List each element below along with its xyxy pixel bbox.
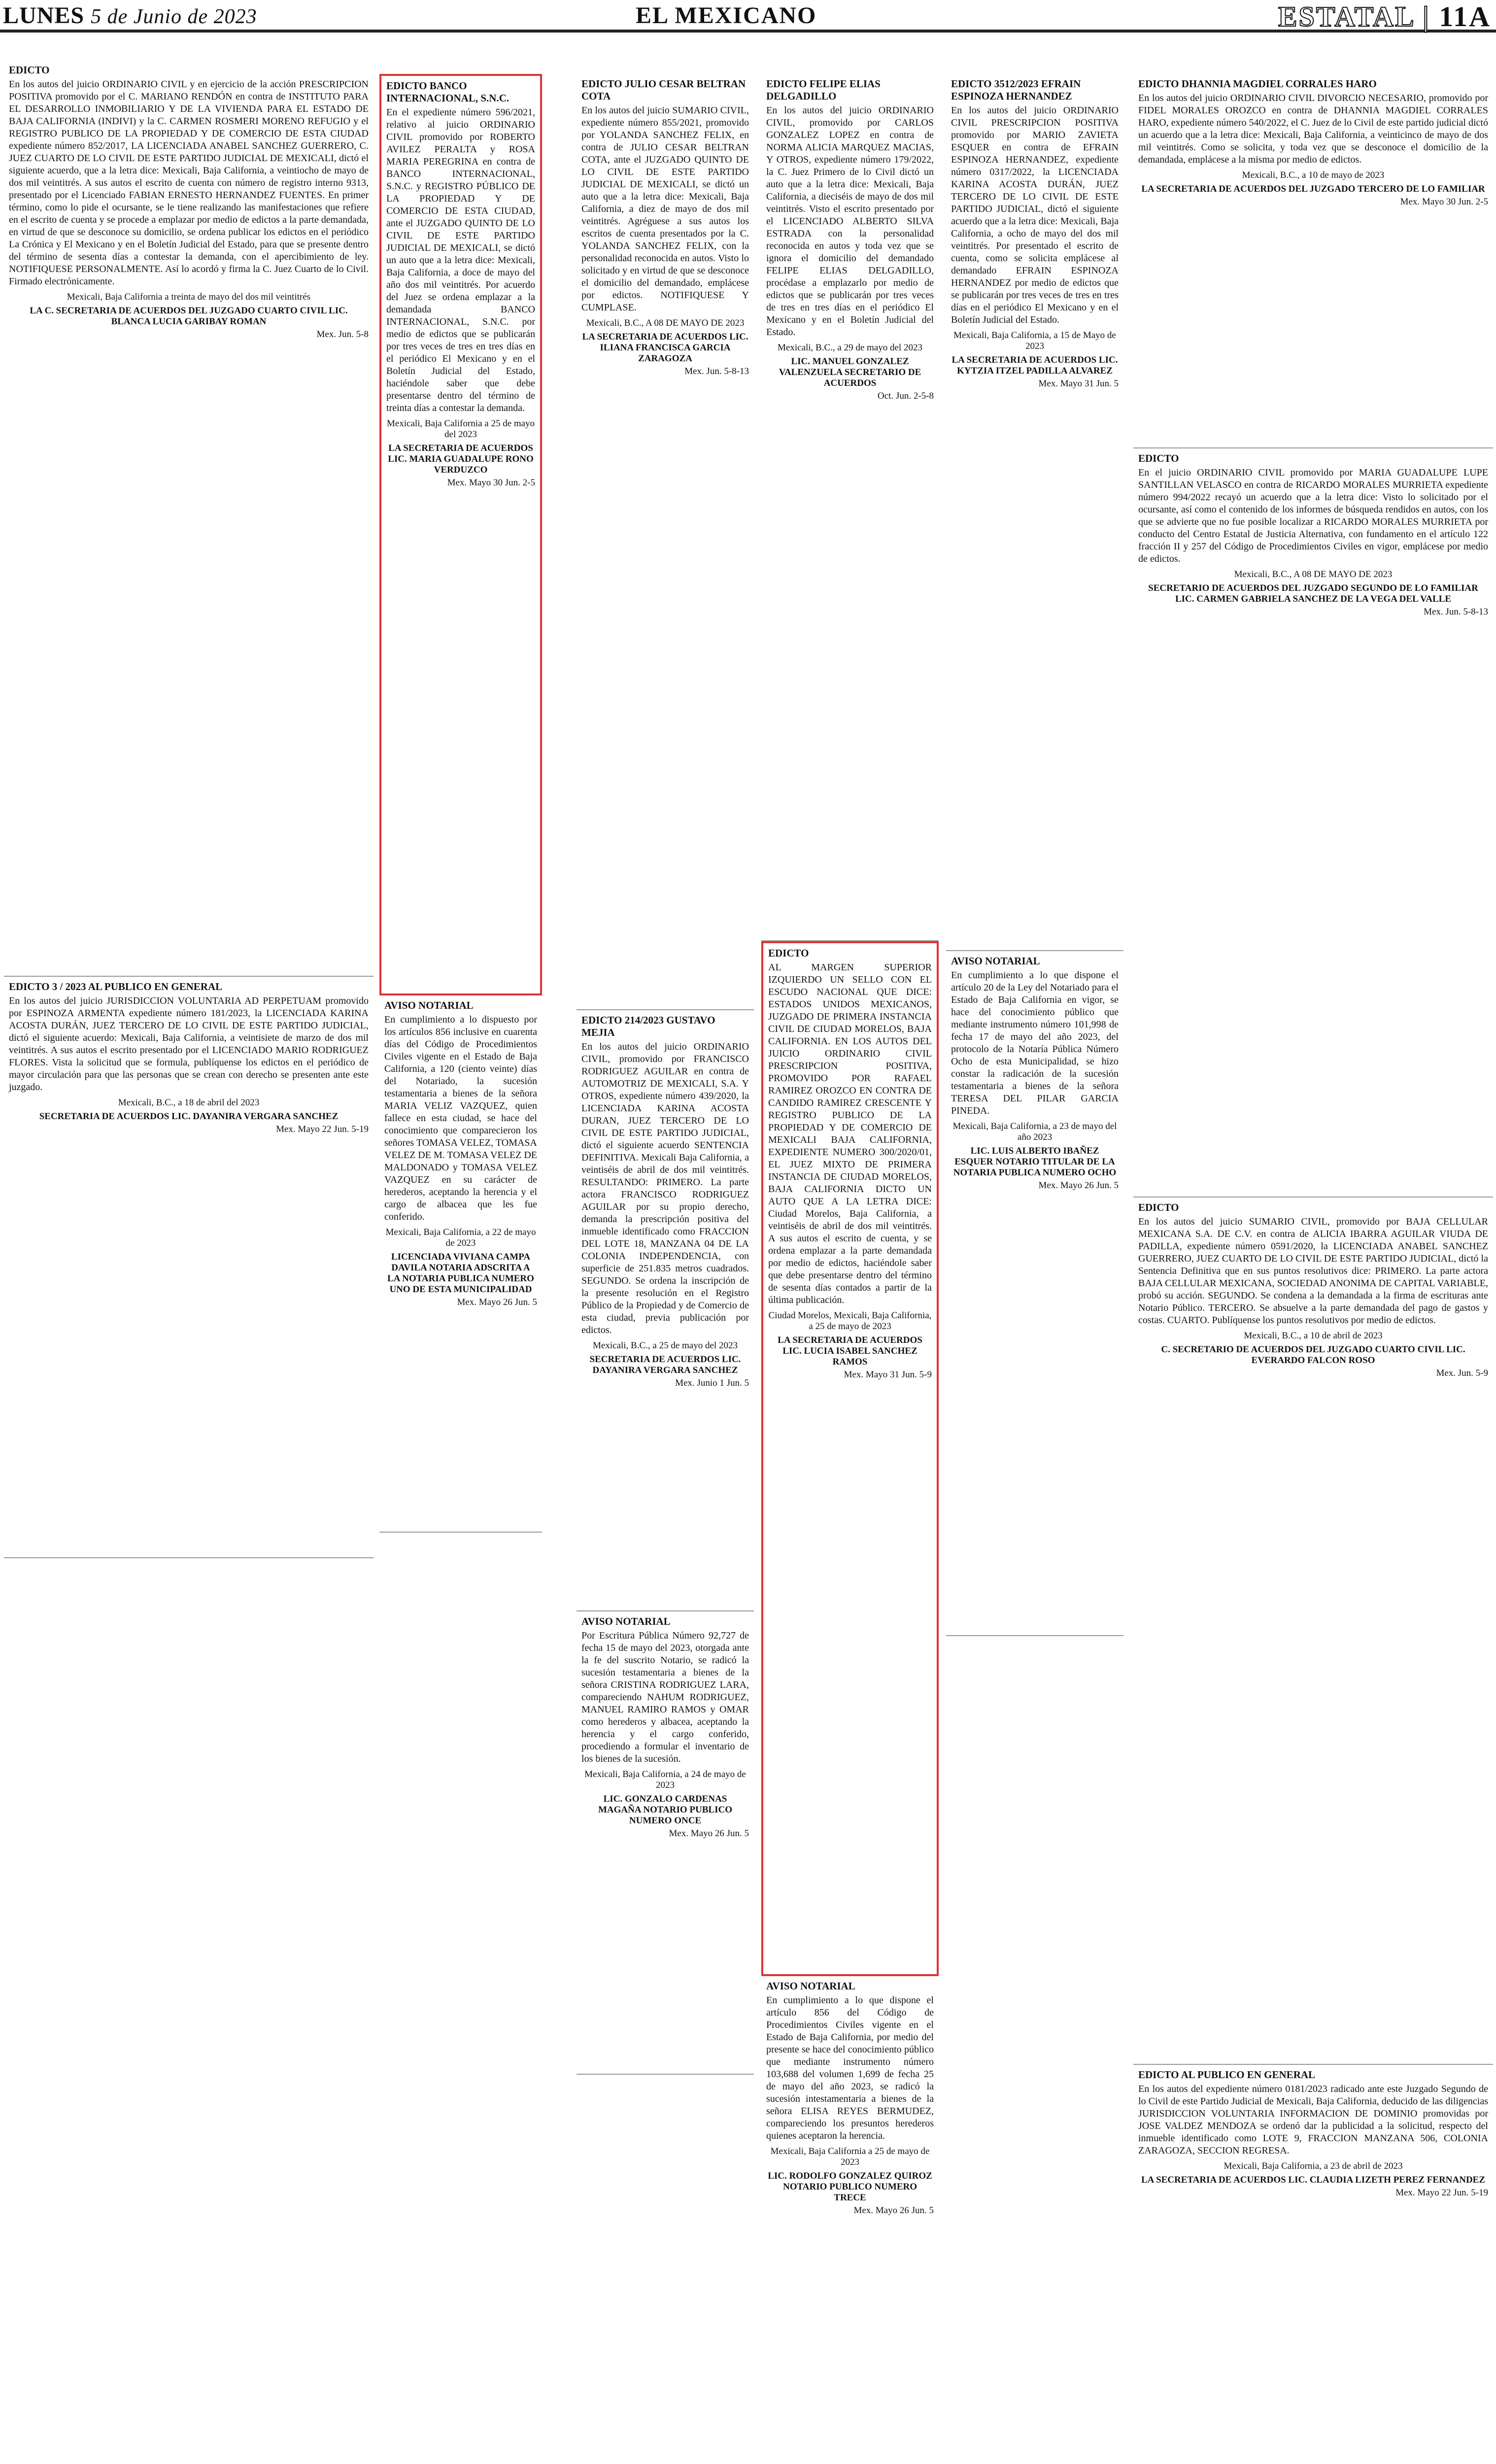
notice-place-date: Ciudad Morelos, Mexicali, Baja California, a 25 de mayo de 2023 xyxy=(768,1310,932,1332)
notice-title: AVISO NOTARIAL xyxy=(384,999,474,1011)
notice-title: EDICTO xyxy=(1138,452,1179,464)
notice-signatory: LICENCIADA VIVIANA CAMPA DAVILA NOTARIA ADSCRITA A LA NOTARIA PUBLICA NUMERO UNO DE ESTA MUNICIPALIDAD xyxy=(387,1252,534,1295)
notice-signatory: LA SECRETARIA DE ACUERDOS LIC. KYTZIA ITZEL PADILLA ALVAREZ xyxy=(952,355,1118,376)
legal-notice xyxy=(761,1976,939,2464)
notice-title: EDICTO 3512/2023 EFRAIN ESPINOZA HERNANDEZ xyxy=(951,78,1081,102)
column-5 xyxy=(946,74,1123,2464)
notice-body: En los autos del juicio ORDINARIO CIVIL DIVORCIO NECESARIO, promovido por FIDEL MORALES OROZCO en contra de DHANNIA MAGDIEL CORRALES HARO, expediente número 540/2022, el C. Juez de lo Civil de este partido judicial dictó un acuerdo que a la letra dice: Mexicali, Baja California, a veinticinco de mayo de dos mil veintitrés. Como se solicita, y toda vez que se desconoce el domicilio de la demandada, emplácese a la misma por medio de edictos. xyxy=(1138,93,1488,165)
notice-body: En los autos del juicio JURISDICCION VOLUNTARIA AD PERPETUAM promovido por ESPINOZA ARMENTA expediente número 181/2023, la LICENCIADA KARINA ACOSTA DURÁN, JUEZ TERCERO DE LO CIVIL DE ESTE PARTIDO JUDICIAL, dictó el siguiente acuerdo: Mexicali, Baja California, a veintisiete de marzo de dos mil veintitrés. A sus autos el escrito presentado por el LICENCIADO MARIO RODRIGUEZ FLORES. Vista la solicitud que se formula, publíquense los edictos en el periódico de mayor circulación para que las personas que se crean con derecho se presenten ante este juzgado. xyxy=(9,995,369,1093)
notice-title: EDICTO 214/2023 GUSTAVO MEJIA xyxy=(581,1014,715,1038)
notice-place-date: Mexicali, B.C., a 18 de abril del 2023 xyxy=(118,1097,260,1108)
legal-notice xyxy=(1133,1198,1493,2065)
notice-publication-ref: Mex. Mayo 26 Jun. 5 xyxy=(457,1297,537,1307)
legal-notice xyxy=(577,1010,754,1611)
notice-publication-ref: Mex. Mayo 30 Jun. 2-5 xyxy=(447,478,535,488)
legal-notice xyxy=(379,74,542,995)
legal-notice xyxy=(1133,2065,1493,2464)
masthead: EL MEXICANO xyxy=(636,2,817,29)
notice-title: AVISO NOTARIAL xyxy=(766,1980,855,1992)
column-4 xyxy=(761,74,939,2464)
notice-title: EDICTO FELIPE ELIAS DELGADILLO xyxy=(766,78,881,102)
notice-title: EDICTO BANCO INTERNACIONAL, S.N.C. xyxy=(386,80,510,104)
notice-signatory: LIC. RODOLFO GONZALEZ QUIROZ NOTARIO PUBLICO NUMERO TRECE xyxy=(768,2171,932,2203)
legal-notice xyxy=(946,951,1123,1636)
notice-place-date: Mexicali, B.C., a 10 de abril de 2023 xyxy=(1244,1331,1383,1341)
column-6 xyxy=(1133,74,1493,2464)
notice-body: En cumplimiento a lo dispuesto por los artículos 856 inclusive en cuarenta días del Código de Procedimientos Civiles vigente en el Estado de Baja California, a 120 (ciento veinte) días del Notariado, la sucesión testamentaria a bienes de la señora MARIA VELIZ VAZQUEZ, quien fallece en esta ciudad, se hace del conocimiento que comparecieron los señores TOMASA VELEZ, TOMASA VELEZ DE M. TOMASA VELEZ DE MALDONADO y TOMASA VELEZ VAZQUEZ en su carácter de herederos, aceptando la herencia y el cargo de albacea que les fue conferido. xyxy=(384,1014,537,1222)
notice-publication-ref: Mex. Mayo 31 Jun. 5-9 xyxy=(844,1369,932,1380)
section-label: ESTATAL | 11A xyxy=(1278,0,1491,33)
notice-title: EDICTO 3 / 2023 AL PUBLICO EN GENERAL xyxy=(9,981,223,992)
notice-signatory: SECRETARIO DE ACUERDOS DEL JUZGADO SEGUNDO DE LO FAMILIAR LIC. CARMEN GABRIELA SANCHEZ DE LA VEGA DEL VALLE xyxy=(1148,583,1478,604)
notice-signatory: LIC. LUIS ALBERTO IBAÑEZ ESQUER NOTARIO TITULAR DE LA NOTARIA PUBLICA NUMERO OCHO xyxy=(953,1146,1117,1178)
notice-body: Por Escritura Pública Número 92,727 de fecha 15 de mayo del 2023, otorgada ante la fe del suscrito Notario, se radicó la sucesión testamentaria a bienes de la señora CRISTINA RODRIGUEZ LARA, compareciendo NAHUM RODRIGUEZ, MANUEL RAMIRO RAMOS y OMAR como herederos y albacea, aceptando la herencia y el cargo conferido, procediendo a formular el inventario de los bienes de la sucesión. xyxy=(581,1630,749,1764)
legal-notice xyxy=(577,1611,754,2075)
weekday: LUNES xyxy=(3,2,85,29)
notice-body: En el juicio ORDINARIO CIVIL promovido por MARIA GUADALUPE LUPE SANTILLAN VELASCO en contra de RICARDO MORALES MURRIETA expediente número 994/2022 recayó un acuerdo que a la letra dice: Visto lo solicitado por el ocursante, así como el contenido de los informes de búsqueda rendidos en autos, con los que se advierte que no fue posible localizar a RICARDO MORALES MURRIETA por conducto del Centro Estatal de Justicia Alternativa, con fundamento en el artículo 122 fracción II y 257 del Código de Procedimientos Civiles en vigor, emplácese por medio de edictos. xyxy=(1138,467,1488,564)
notice-signatory: LA SECRETARIA DE ACUERDOS LIC. ILIANA FRANCISCA GARCIA ZARAGOZA xyxy=(582,332,748,364)
notice-publication-ref: Mex. Mayo 26 Jun. 5 xyxy=(853,2205,934,2216)
notice-body: En los autos del juicio ORDINARIO CIVIL, promovido por CARLOS GONZALEZ LOPEZ en contra de NORMA ALICIA MARQUEZ MACIAS, Y OTROS, expediente número 179/2022, la C. Juez Primero de lo Civil dictó un auto que a la letra dice: Mexicali, Baja California, a dieciséis de mayo de dos mil veintitrés. Visto el escrito presentado por el LICENCIADO ALBERTO SILVA ESTRADA con la personalidad reconocida en autos y toda vez que se ignora el domicilio del demandado FELIPE ELIAS DELGADILLO, procédase a emplazarlo por medio de edictos que se publicarán por tres veces de tres en tres días en el periódico El Mexicano y en el Boletín Judicial del Estado. xyxy=(766,105,934,338)
notice-publication-ref: Mex. Jun. 5-8-13 xyxy=(1424,607,1488,617)
legal-notice xyxy=(946,74,1123,951)
notice-signatory: LA SECRETARIA DE ACUERDOS LIC. CLAUDIA LIZETH PEREZ FERNANDEZ xyxy=(1141,2175,1486,2185)
notice-title: EDICTO AL PUBLICO EN GENERAL xyxy=(1138,2069,1316,2081)
notice-publication-ref: Mex. Mayo 22 Jun. 5-19 xyxy=(1395,2188,1488,2198)
notice-signatory: SECRETARIA DE ACUERDOS LIC. DAYANIRA VERGARA SANCHEZ xyxy=(39,1111,339,1122)
notice-signatory: LIC. MANUEL GONZALEZ VALENZUELA SECRETARIO DE ACUERDOS xyxy=(779,356,921,388)
notice-body: En los autos del expediente número 0181/2023 radicado ante este Juzgado Segundo de lo Civil de este Partido Judicial de Mexicali, Baja California, deducido de las diligencias JURISDICCION VOLUNTARIA INFORMACION DE DOMINIO promovidas por JOSE VALDEZ MENDOZA se ordenó dar la publicidad a la solicitud, respecto del inmueble identificado como LOTE 9, FRACCION MANZANA 506, COLONIA ZARAGOZA, SECCION REGRESA. xyxy=(1138,2084,1488,2156)
notice-signatory: LA SECRETARIA DE ACUERDOS LIC. MARIA GUADALUPE RONO VERDUZCO xyxy=(388,443,534,475)
notice-signatory: LIC. GONZALO CARDENAS MAGAÑA NOTARIO PUBLICO NUMERO ONCE xyxy=(598,1794,732,1826)
notice-place-date: Mexicali, Baja California a 25 de mayo de 2023 xyxy=(770,2146,930,2167)
notice-publication-ref: Mex. Jun. 5-8-13 xyxy=(684,366,749,376)
notice-title: EDICTO DHANNIA MAGDIEL CORRALES HARO xyxy=(1138,78,1377,90)
section-name: ESTATAL xyxy=(1278,0,1414,33)
page-number: 11A xyxy=(1439,0,1491,33)
notice-publication-ref: Mex. Mayo 31 Jun. 5 xyxy=(1038,378,1119,389)
notice-body: En los autos del juicio ORDINARIO CIVIL PRESCRIPCION POSITIVA promovido por MARIO ZAVIETA ESQUER en contra de EFRAIN ESPINOZA HERNANDEZ, expediente número 0317/2022, la LICENCIADA KARINA ACOSTA DURÁN, JUEZ TERCERO DE LO CIVIL DE ESTE PARTIDO JUDICIAL, dictó el siguiente acuerdo que a la letra dice: Mexicali, Baja California, a ocho de mayo del dos mil veintitrés. Por presentado el escrito de cuenta, como se solicita emplácese al demandado EFRAIN ESPINOZA HERNANDEZ por medio de edictos que se publicarán por tres veces de tres en tres días en el periódico El Mexicano y en el Boletín Judicial del Estado. xyxy=(951,105,1119,325)
notice-place-date: Mexicali, Baja California, a 23 de abril de 2023 xyxy=(1224,2161,1403,2171)
notice-title: AVISO NOTARIAL xyxy=(581,1615,671,1627)
notice-place-date: Mexicali, Baja California a 25 de mayo del 2023 xyxy=(386,418,535,440)
notice-signatory: C. SECRETARIO DE ACUERDOS DEL JUZGADO CUARTO CIVIL LIC. EVERARDO FALCON ROSO xyxy=(1161,1344,1465,1366)
notice-publication-ref: Mex. Jun. 5-8 xyxy=(316,329,369,340)
notice-title: EDICTO xyxy=(9,64,50,76)
notice-place-date: Mexicali, B.C., A 08 DE MAYO DE 2023 xyxy=(1234,569,1393,580)
notice-place-date: Mexicali, B.C., A 08 DE MAYO DE 2023 xyxy=(586,318,745,328)
notice-publication-ref: Mex. Mayo 26 Jun. 5 xyxy=(1038,1180,1119,1191)
notice-publication-ref: Oct. Jun. 2-5-8 xyxy=(878,391,934,401)
legal-notice xyxy=(761,941,939,1976)
notice-publication-ref: Mex. Mayo 22 Jun. 5-19 xyxy=(276,1124,369,1134)
legal-notice xyxy=(4,977,374,1558)
notice-place-date: Mexicali, Baja California, a 23 de mayo del año 2023 xyxy=(952,1121,1117,1142)
notice-signatory: LA SECRETARIA DE ACUERDOS LIC. LUCIA ISABEL SANCHEZ RAMOS xyxy=(778,1335,922,1367)
legal-notice xyxy=(577,74,754,1010)
page-header xyxy=(0,0,1496,33)
notice-body: En el expediente número 596/2021, relativo al juicio ORDINARIO CIVIL promovido por ROBERTO AVILEZ PERALTA y ROSA MARIA PEREGRINA en contra de BANCO INTERNACIONAL, S.N.C. y REGISTRO PÚBLICO DE LA PROPIEDAD Y DE COMERCIO DE ESTA CIUDAD, ante el JUZGADO QUINTO DE LO CIVIL DE ESTE PARTIDO JUDICIAL DE MEXICALI, se dictó un auto que a la letra dice: Mexicali, Baja California, a doce de mayo del año dos mil veintitrés. Por acuerdo del Juez se ordena emplazar a la demandada BANCO INTERNACIONAL, S.N.C. por medio de edictos que se publicarán por tres veces de tres en tres días en el periódico El Mexicano y en el Boletín Judicial del Estado, haciéndole saber que debe presentarse dentro del término de treinta días a contestar la demanda. xyxy=(386,107,535,413)
legal-notice xyxy=(1133,74,1493,448)
notice-signatory: LA SECRETARIA DE ACUERDOS DEL JUZGADO TERCERO DE LO FAMILIAR xyxy=(1141,184,1485,194)
notice-place-date: Mexicali, Baja California, a 22 de mayo de 2023 xyxy=(385,1227,536,1248)
legal-notice xyxy=(761,74,939,941)
notice-publication-ref: Mex. Mayo 30 Jun. 2-5 xyxy=(1400,197,1488,207)
notice-body: En los autos del juicio ORDINARIO CIVIL, promovido por FRANCISCO RODRIGUEZ AGUILAR en contra de AUTOMOTRIZ DE MEXICALI, S.A. Y OTROS, expediente número 439/2020, la LICENCIADA KARINA ACOSTA DURAN, JUEZ TERCERO DE LO CIVIL DE ESTE PARTIDO JUDICIAL, dictó el siguiente acuerdo SENTENCIA DEFINITIVA. Mexicali Baja California, a veintiséis de abril de dos mil veintitrés. RESULTANDO: PRIMERO. La parte actora FRANCISCO RODRIGUEZ AGUILAR por su propio derecho, demanda la prescripción positiva del inmueble identificado como FRACCION DEL LOTE 18, MANZANA 04 DE LA COLONIA INDEPENDENCIA, con superficie de 251.835 metros cuadrados. SEGUNDO. Se ordena la inscripción de la presente resolución en el Registro Público de la Propiedad y de Comercio de esta ciudad, previa publicación por edictos. xyxy=(581,1041,749,1335)
legal-notice xyxy=(4,60,374,977)
column-3 xyxy=(577,74,754,2464)
notice-place-date: Mexicali, B.C., a 25 de mayo del 2023 xyxy=(593,1340,738,1351)
notice-title: EDICTO JULIO CESAR BELTRAN COTA xyxy=(581,78,746,102)
notice-place-date: Mexicali, Baja California, a 15 de Mayo de 2023 xyxy=(953,330,1116,351)
notice-place-date: Mexicali, Baja California a treinta de mayo del dos mil veintitrés xyxy=(67,292,311,302)
issue-date xyxy=(3,2,257,29)
column-2 xyxy=(379,74,542,2464)
date-text: 5 de Junio de 2023 xyxy=(91,5,257,28)
notice-publication-ref: Mex. Jun. 5-9 xyxy=(1436,1368,1488,1378)
notice-body: AL MARGEN SUPERIOR IZQUIERDO UN SELLO CON EL ESCUDO NACIONAL QUE DICE: ESTADOS UNIDOS MEXICANOS, JUZGADO DE PRIMERA INSTANCIA CIVIL DE CIUDAD MORELOS, BAJA CALIFORNIA. EN LOS AUTOS DEL JUICIO ORDINARIO CIVIL PRESCRIPCION POSITIVA, PROMOVIDO POR RAFAEL RAMIREZ OROZCO EN CONTRA DE CANDIDO RAMIREZ CRESCENTE Y REGISTRO PUBLICO DE LA PROPIEDAD Y DE COMERCIO DE MEXICALI BAJA CALIFORNIA, EXPEDIENTE NUMERO 300/2020/01, EL JUEZ MIXTO DE PRIMERA INSTANCIA DE CIUDAD MORELOS, BAJA CALIFORNIA DICTO UN AUTO QUE A LA LETRA DICE: Ciudad Morelos, Baja California, a veintiséis de abril de dos mil veintitrés. A sus autos el escrito de cuenta, y se ordena emplazar a la parte demandada por medio de edictos, haciéndole saber que debe presentarse dentro del término de sesenta días contados a partir de la última publicación. xyxy=(768,962,932,1305)
notice-place-date: Mexicali, B.C., a 29 de mayo del 2023 xyxy=(778,342,922,353)
legal-notice xyxy=(1133,448,1493,1198)
notice-signatory: LA C. SECRETARIA DE ACUERDOS DEL JUZGADO CUARTO CIVIL LIC. BLANCA LUCIA GARIBAY ROMAN xyxy=(30,306,348,327)
notice-publication-ref: Mex. Junio 1 Jun. 5 xyxy=(675,1378,749,1388)
column-1 xyxy=(4,60,374,2464)
legal-notice xyxy=(379,995,542,1533)
notice-publication-ref: Mex. Mayo 26 Jun. 5 xyxy=(669,1828,749,1839)
notice-body: En cumplimiento a lo que dispone el artículo 20 de la Ley del Notariado para el Estado de Baja California en vigor, se hace del conocimiento público que mediante instrumento número 101,998 de fecha 17 de mayo del año 2023, del protocolo de la Notaría Pública Número Ocho de esta Municipalidad, se hizo constar la radicación de la sucesión testamentaria a bienes de la señora TERESA DEL PILAR GARCIA PINEDA. xyxy=(951,970,1119,1116)
notice-title: AVISO NOTARIAL xyxy=(951,955,1040,967)
notice-body: En los autos del juicio SUMARIO CIVIL, expediente número 855/2021, promovido por YOLANDA SANCHEZ FELIX, en contra de JULIO CESAR BELTRAN COTA, ante el JUZGADO QUINTO DE LO CIVIL DE ESTE PARTIDO JUDICIAL DE MEXICALI, se dictó un auto que a la letra dice: Mexicali, Baja California, a diez de mayo de dos mil veintitrés. Agréguese a sus autos los escritos de cuenta presentados por la C. YOLANDA SANCHEZ FELIX, con la personalidad reconocida en autos. Visto lo solicitado y en virtud de que se desconoce el domicilio del demandado, emplácese por edictos. NOTIFIQUESE Y CUMPLASE. xyxy=(581,105,749,313)
notice-signatory: SECRETARIA DE ACUERDOS LIC. DAYANIRA VERGARA SANCHEZ xyxy=(589,1354,741,1375)
notice-place-date: Mexicali, Baja California, a 24 de mayo de 2023 xyxy=(584,1769,746,1790)
notice-body: En los autos del juicio SUMARIO CIVIL, promovido por BAJA CELLULAR MEXICANA S.A. DE C.V. en contra de ALICIA IBARRA AGUILAR VIUDA DE PADILLA, expediente número 0591/2020, la LICENCIADA ANABEL SANCHEZ GUERRERO, JUEZ CUARTO DE LO CIVIL DE ESTE PARTIDO JUDICIAL, dictó la Sentencia Definitiva que en sus puntos resolutivos dice: PRIMERO. La parte actora BAJA CELLULAR MEXICANA, SOCIEDAD ANONIMA DE CAPITAL VARIABLE, probó su acción. SEGUNDO. Se condena a la demandada a la firma de escrituras ante Notario Público. TERCERO. Se absuelve a la parte demandada del pago de gastos y costas. CUARTO. Publíquense los puntos resolutivos por medio de edictos. xyxy=(1138,1216,1488,1326)
notice-body: En cumplimiento a lo que dispone el artículo 856 del Código de Procedimientos Civiles vigente en el Estado de Baja California, por medio del presente se hace del conocimiento público que mediante instrumento número 103,688 del volumen 1,699 de fecha 25 de mayo del año 2023, se radicó la sucesión intestamentaria a bienes de la señora ELISA REYES BERMUDEZ, compareciendo los presuntos herederos quienes aceptaron la herencia. xyxy=(766,1995,934,2141)
notice-title: EDICTO xyxy=(768,947,809,959)
notice-place-date: Mexicali, B.C., a 10 de mayo de 2023 xyxy=(1242,170,1385,180)
notice-body: En los autos del juicio ORDINARIO CIVIL y en ejercicio de la acción PRESCRIPCION POSITIVA promovido por el C. MARIANO RENDÓN en contra de INSTITUTO PARA EL DESARROLLO INMOBILIARIO Y DE LA VIVIENDA PARA EL ESTADO DE BAJA CALIFORNIA (INDIVI) y la C. CARMEN ROSMERI MORENO REFUGIO y el REGISTRO PUBLICO DE LA PROPIEDAD Y DE COMERCIO DE ESTA CIUDAD expediente número 852/2017, LA LICENCIADA ANABEL SANCHEZ GUERRERO, C. JUEZ CUARTO DE LO CIVIL DE ESTE PARTIDO JUDICIAL DE MEXICALI, dictó el siguiente acuerdo, que a la letra dice: Mexicali, Baja California, a veintiocho de mayo de dos mil veintitrés. A sus autos el escrito de cuenta con número de registro interno 9313, presentado por el Licenciado FABIAN ERNESTO HERNANDEZ FUENTES. En primer término, como lo pide el ocursante, se le tiene realizando las manifestaciones que refiere en el escrito de cuenta y se procede a emplazar por medio de edictos a la parte demandada, en virtud de que se desconoce su domicilio, se ordena publicar los edictos en el periódico La Crónica y El Mexicano y en el Boletín Judicial del Estado, para que se presente dentro del término de sesenta días a contestar la demanda, con el apercibimiento de ley. NOTIFIQUESE PERSONALMENTE. Así lo acordó y firma la C. Juez Cuarto de lo Civil. Firmado electrónicamente. xyxy=(9,79,369,287)
notice-title: EDICTO xyxy=(1138,1201,1179,1213)
